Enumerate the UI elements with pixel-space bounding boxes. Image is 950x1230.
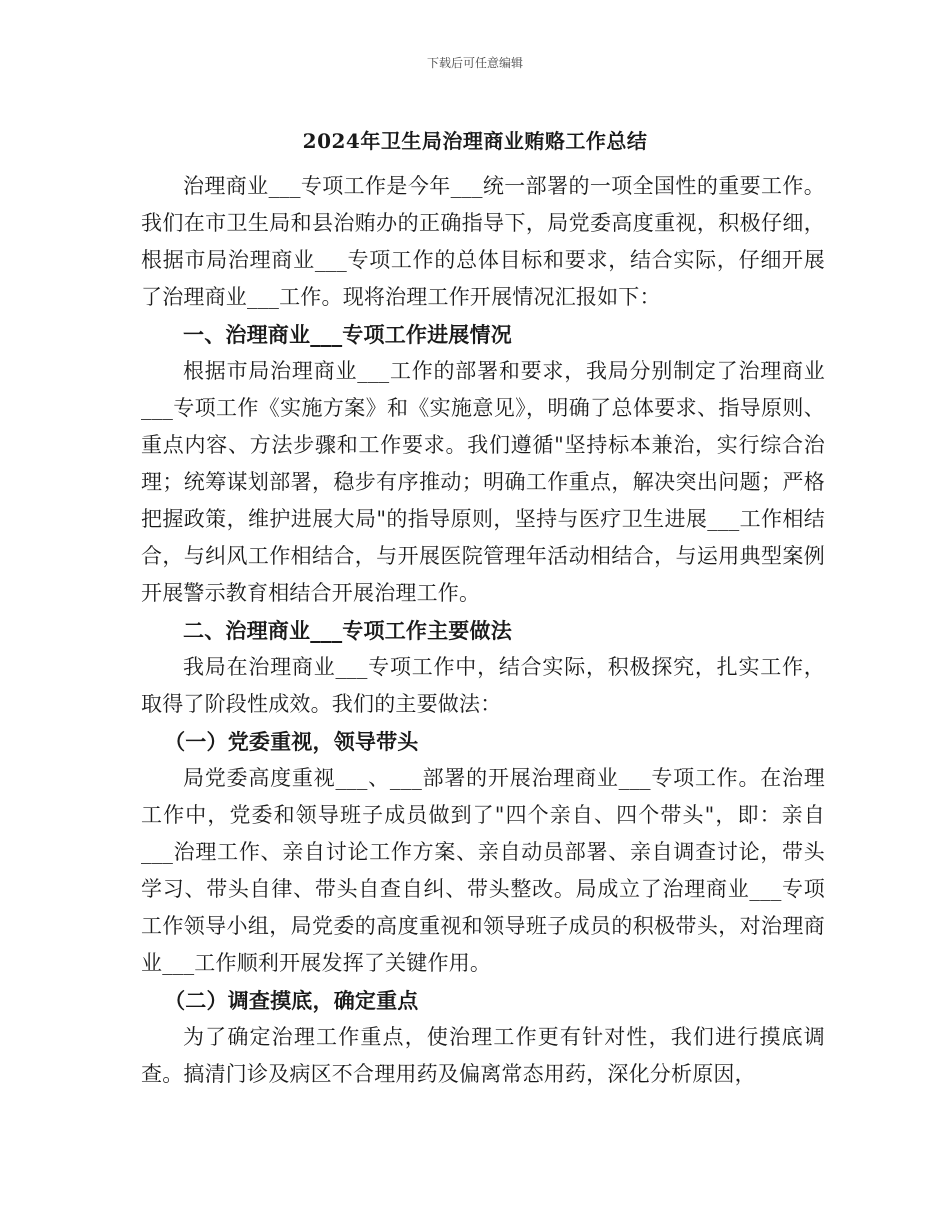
section-heading-1: 一、治理商业___专项工作进展情况 [183,322,512,347]
document-body [141,168,825,1093]
paragraph-intro: 治理商业___专项工作是今年___统一部署的一项全国性的重要工作。我们在市卫生局和县治贿办的正确指导下，局党委高度重视，积极仔细，根据市局治理商业___专项工作的总体目标和要求，结合实际，仔细开展了治理商业___工作。现将治理工作开展情况汇报如下： [141,174,825,309]
paragraph-progress: 根据市局治理商业___工作的部署和要求，我局分别制定了治理商业___专项工作《实施方案》和《实施意见》，明确了总体要求、指导原则、重点内容、方法步骤和工作要求。我们遵循"坚持标本兼治，实行综合治理；统筹谋划部署，稳步有序推动；明确工作重点，解决突出问题；严格把握政策，维护进展大局"的指导原则，坚持与医疗卫生进展___工作相结合，与纠风工作相结合，与开展医院管理年活动相结合，与运用典型案例开展警示教育相结合开展治理工作。 [141,359,825,605]
subsection-heading-1: （一）党委重视，领导带头 [164,729,419,754]
paragraph-investigation: 为了确定治理工作重点，使治理工作更有针对性，我们进行摸底调查。搞清门诊及病区不合理用药及偏离常态用药，深化分析原因， [141,1025,825,1086]
document-title: 2024年卫生局治理商业贿赂工作总结 [302,129,648,153]
paragraph-practices: 我局在治理商业___专项工作中，结合实际，积极探究，扎实工作，取得了阶段性成效。我们的主要做法： [141,655,825,716]
subsection-heading-2: （二）调查摸底，确定重点 [164,988,419,1013]
paragraph-leadership: 局党委高度重视___、___部署的开展治理商业___专项工作。在治理工作中，党委和领导班子成员做到了"四个亲自、四个带头"，即：亲自___治理工作、亲自讨论工作方案、亲自动员部署、亲自调查讨论，带头学习、带头自律、带头自查自纠、带头整改。局成立了治理商业___专项工作领导小组，局党委的高度重视和领导班子成员的积极带头，对治理商业___工作顺利开展发挥了关键作用。 [141,766,825,975]
section-heading-2: 二、治理商业___专项工作主要做法 [183,618,512,643]
header-note: 下载后可任意编辑 [426,56,523,70]
